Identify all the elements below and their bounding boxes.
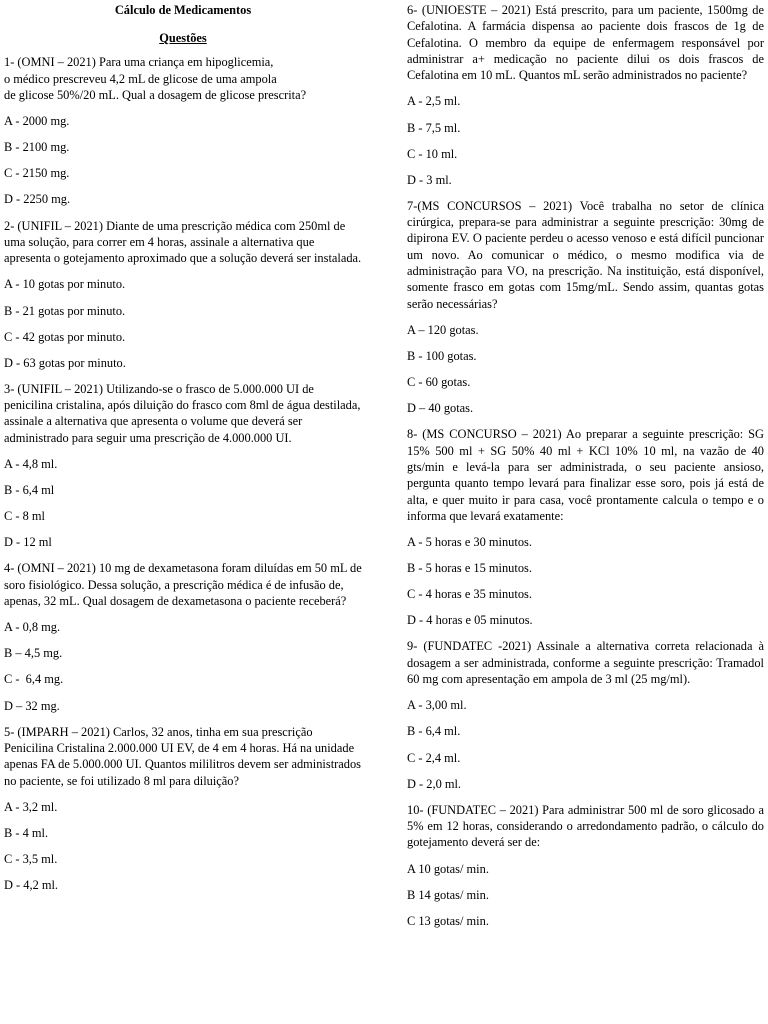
- answer-option: C - 2,4 ml.: [407, 750, 461, 765]
- answer-option: C - 10 ml.: [407, 146, 458, 161]
- answer-option: B – 4,5 mg.: [4, 646, 63, 661]
- question-text: 8- (MS CONCURSO – 2021) Ao preparar a seguinte prescrição: SG 15% 500 ml + SG 50% 40 ml + KCl 10% 10 ml, na vazão de 40 gts/min e levá-la para ser administrada, o seu paciente ansioso, pergunta quanto tempo levará para finalizar esse soro, pois já está de alta, e quer muito ir para casa, você prontamente calcula o tempo e o informa que levará exatamente:: [407, 427, 764, 523]
- right-questions: [407, 2, 764, 929]
- left-column: [4, 2, 362, 903]
- answer-option: B - 100 gotas.: [407, 349, 477, 364]
- answer-option: A - 2,5 ml.: [407, 94, 461, 109]
- answer-option: B - 5 horas e 15 minutos.: [407, 561, 532, 576]
- question-text: 7-(MS CONCURSOS – 2021) Você trabalha no setor de clínica cirúrgica, prepara-se para administrar a seguinte prescrição: 30mg de dipirona EV. O paciente perdeu o acesso venoso e está difícil puncionar um novo. Ao comunicar o médico, o mesmo modifica via de administração para VO, na prescrição. Na instituição, está disponível, somente frasco em gotas com 15mg/mL. Sendo assim, quantas gotas serão necessárias?: [407, 198, 764, 311]
- page-title: Cálculo de Medicamentos: [114, 3, 252, 17]
- question-text: 2- (UNIFIL – 2021) Diante de uma prescrição médica com 250ml de uma solução, para correr em 4 horas, assinale a alternativa que apresenta o gotejamento aproximado que a solução deverá ser instalada.: [4, 218, 362, 266]
- answer-option: A - 5 horas e 30 minutos.: [407, 535, 532, 550]
- answer-option: A – 120 gotas.: [407, 322, 479, 337]
- answer-option: D - 63 gotas por minuto.: [4, 355, 126, 370]
- question-block-6: [407, 2, 764, 188]
- question-text: 10- (FUNDATEC – 2021) Para administrar 500 ml de soro glicosado a 5% em 12 horas, considerando o arredondamento padrão, o cálculo do gotejamento deverá ser de:: [407, 802, 764, 850]
- question-text: 9- (FUNDATEC -2021) Assinale a alternativa correta relacionada à dosagem a ser administrada, conforme a seguinte prescrição: Tramadol 60 mg com apresentação em ampola de 3 ml (25 mg/ml).: [407, 639, 764, 687]
- answer-option: C - 3,5 ml.: [4, 852, 58, 867]
- answer-option: C - 6,4 mg.: [4, 672, 64, 687]
- answer-option: C - 8 ml: [4, 509, 45, 524]
- answer-option: D – 32 mg.: [4, 698, 60, 713]
- answer-option: C - 42 gotas por minuto.: [4, 329, 126, 344]
- right-column: [407, 2, 764, 939]
- answer-option: A 10 gotas/ min.: [407, 861, 489, 876]
- question-block-1: [4, 54, 362, 207]
- answer-option: A - 3,2 ml.: [4, 799, 58, 814]
- left-questions: [4, 54, 362, 893]
- question-text: 5- (IMPARH – 2021) Carlos, 32 anos, tinha em sua prescrição Penicilina Cristalina 2.000.000 UI EV, de 4 em 4 horas. Há na unidade apenas FA de 5.000.000 UI. Quantos mililitros devem ser administrados no paciente, se foi utilizado 8 ml para diluição?: [4, 724, 361, 788]
- answer-option: D - 4 horas e 05 minutos.: [407, 613, 533, 628]
- answer-option: D - 3 ml.: [407, 172, 452, 187]
- question-text: 6- (UNIOESTE – 2021) Está prescrito, para um paciente, 1500mg de Cefalotina. A farmácia dispensa ao paciente dois frascos de 1g de Cefalotina. O membro da equipe de enfermagem responsável por administrar a+ medicação no paciente dilui os dois frascos de Cefalotina em 10 mL. Quantos mL serão administrados no paciente?: [407, 3, 764, 83]
- question-text: 3- (UNIFIL – 2021) Utilizando-se o frasco de 5.000.000 UI de penicilina cristalina, após diluição do frasco com 8ml de água destilada, assinale a alternativa que apresenta o volume que deverá ser administrado para seguir uma prescrição de 4.000.000 UI.: [4, 381, 361, 445]
- answer-option: D - 4,2 ml.: [4, 878, 59, 893]
- question-block-10: [407, 802, 764, 929]
- answer-option: A - 0,8 mg.: [4, 620, 61, 635]
- answer-option: C 13 gotas/ min.: [407, 913, 489, 928]
- answer-option: B - 2100 mg.: [4, 140, 70, 155]
- answer-option: C - 2150 mg.: [4, 166, 70, 181]
- question-block-4: [4, 560, 362, 713]
- answer-option: B 14 gotas/ min.: [407, 887, 489, 902]
- answer-option: D - 2,0 ml.: [407, 776, 462, 791]
- question-block-8: [407, 426, 764, 628]
- answer-option: B - 21 gotas por minuto.: [4, 303, 126, 318]
- answer-option: B - 7,5 ml.: [407, 120, 461, 135]
- answer-option: D – 40 gotas.: [407, 401, 474, 416]
- answer-option: B - 6,4 ml: [4, 483, 55, 498]
- answer-option: A - 3,00 ml.: [407, 698, 467, 713]
- question-block-2: [4, 218, 362, 371]
- question-text: 4- (OMNI – 2021) 10 mg de dexametasona foram diluídas em 50 mL de soro fisiológico. Dessa solução, a prescrição médica é de infusão de, apenas, 32 mL. Qual dosagem de dexametasona o paciente receberá?: [4, 561, 362, 608]
- answer-option: A - 10 gotas por minuto.: [4, 277, 126, 292]
- question-block-7: [407, 198, 764, 417]
- question-text: 1- (OMNI – 2021) Para uma criança em hipoglicemia, o médico prescreveu 4,2 mL de glicose de uma ampola de glicose 50%/20 mL. Qual a dosagem de glicose prescrita?: [4, 55, 307, 102]
- answer-option: C - 4 horas e 35 minutos.: [407, 587, 532, 602]
- answer-option: D - 12 ml: [4, 535, 52, 550]
- answer-option: D - 2250 mg.: [4, 192, 71, 207]
- question-block-9: [407, 638, 764, 791]
- answer-option: A - 4,8 ml.: [4, 457, 58, 472]
- question-block-5: [4, 724, 362, 894]
- answer-option: A - 2000 mg.: [4, 114, 70, 129]
- question-block-3: [4, 381, 362, 551]
- answer-option: B - 4 ml.: [4, 825, 49, 840]
- answer-option: B - 6,4 ml.: [407, 724, 461, 739]
- answer-option: C - 60 gotas.: [407, 375, 471, 390]
- section-heading: Questões: [159, 31, 207, 45]
